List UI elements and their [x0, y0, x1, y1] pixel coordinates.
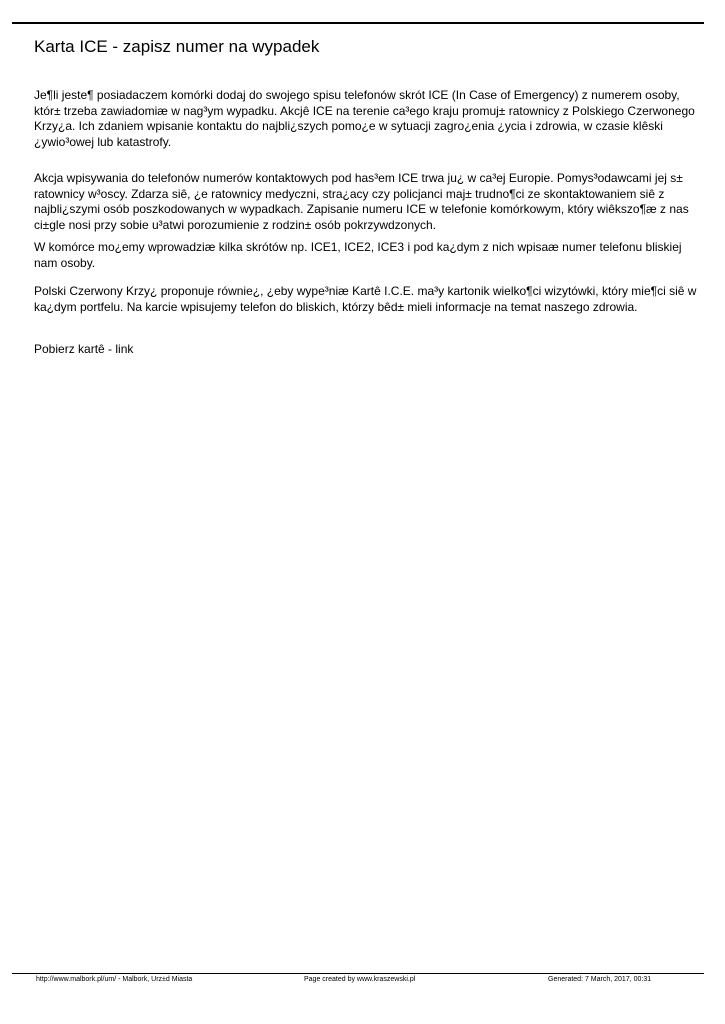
page-title: Karta ICE - zapisz numer na wypadek [34, 37, 320, 56]
footer-created-by: Page created by www.kraszewski.pl [304, 976, 416, 983]
paragraph-intro: Je¶li jeste¶ posiadaczem komórki dodaj do swojego spisu telefonów skrót ICE (In Case of Emergency) z numerem osoby, któr± trzeba zawiadomiæ w nag³ym wypadku. Akcjê ICE na terenie ca³ego kraju promuj± ratownicy z Polskiego Czerwonego Krzy¿a. Ich zdaniem wpisanie kontaktu do najbli¿szych pomo¿e w sytuacji zagro¿enia ¿ycia i zdrowia, w czasie klêski ¿ywio³owej lub katastrofy. [34, 88, 695, 149]
paragraph-campaign: Akcja wpisywania do telefonów numerów kontaktowych pod has³em ICE trwa ju¿ w ca³ej Europie. Pomys³odawcami jej s± ratownicy w³oscy. Zdarza siê, ¿e ratownicy medyczni, stra¿acy czy policjanci maj± trudno¶ci ze skontaktowaniem siê z najbli¿szymi osób poszkodowanych w wypadkach. Zapisanie numeru ICE w telefonie komórkowym, który wiêkszo¶æ z nas ci±gle nosi przy sobie u³atwi porozumienie z rodzin± osób pokrzywdzonych. [34, 171, 689, 232]
paragraph-shortcuts: W komórce mo¿emy wprowadziæ kilka skrótów np. ICE1, ICE2, ICE3 i pod ka¿dym z nich wpisaæ numer telefonu bliskiej nam osoby. [34, 240, 682, 270]
paragraph-ice-card: Polski Czerwony Krzy¿ proponuje równie¿, ¿eby wype³niæ Kartê I.C.E. ma³y kartonik wielko¶ci wizytówki, który mie¶ci siê w ka¿dym portfelu. Na karcie wpisujemy telefon do bliskich, którzy bêd± mieli informacje na temat naszego zdrowia. [34, 284, 697, 314]
download-card-link[interactable]: Pobierz kartê - link [34, 342, 134, 356]
footer-generated: Generated: 7 March, 2017, 00:31 [548, 976, 652, 983]
header-divider [12, 22, 704, 24]
footer-divider [12, 973, 704, 974]
footer-source: http://www.malbork.pl/um/ - Malbork, Urz±d Miasta [36, 976, 193, 983]
download-card-line [34, 342, 706, 358]
